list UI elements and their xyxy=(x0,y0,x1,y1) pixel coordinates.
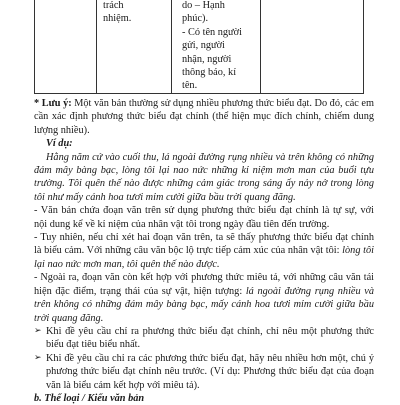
cell-line: nhận, người xyxy=(182,53,232,65)
bullet-item xyxy=(34,325,374,352)
note-text: Một văn bản thường sử dụng nhiều phương thức biểu đạt. Do đó, các em cần xác định phương thức biểu đạt chính (thể hiện mục đích chính, chiếm dung lượng nhiều). xyxy=(34,98,374,136)
bullet-text: Khi đề yêu cầu chỉ ra phương thức biểu đạt chính, chỉ nêu một phương thức biểu đạt tiêu biểu nhất. xyxy=(46,325,374,351)
cell-line: tên. xyxy=(182,80,198,92)
cell-line: - Có tên người xyxy=(182,26,242,38)
example-title: Ví dụ: xyxy=(46,138,73,150)
analysis-quote: lòng tôi lại nao nức mơn man, tôi quên thế nào được. xyxy=(34,245,374,270)
note-paragraph xyxy=(34,97,374,137)
cell-line: thông báo, kí xyxy=(182,67,237,79)
cell-line: do – Hạnh xyxy=(182,0,225,11)
cell-line: gửi, người xyxy=(182,40,225,52)
arrow-bullet-icon: ➢ xyxy=(34,325,42,336)
bullet-text: Khi đề yêu cầu chỉ ra các phương thức biểu đạt, hãy nêu nhiều hơn một, chú ý phương thức biểu đạt chính nêu trước. (Ví dụ: Phương thức biểu đạt của đoạn văn là biểu cảm kết hợp với miêu tả). xyxy=(46,352,374,391)
example-quote: Hằng năm cứ vào cuối thu, lá ngoài đường rụng nhiều và trên không có những đám mây bàng bạc, lòng tôi lại nao nức những kỉ niệm mơn man của buổi tựu trường. Tôi quên thế nào được những cảm giác trong sáng ấy nảy nở trong lòng tôi như mấy cánh hoa tươi mỉm cười giữa bầu trời quang đãng. xyxy=(34,151,374,203)
arrow-bullet-icon: ➢ xyxy=(34,352,42,363)
analysis-paragraph-2 xyxy=(34,231,374,271)
info-table xyxy=(34,0,364,93)
table-row xyxy=(35,0,364,93)
analysis-text: - Tuy nhiên, nếu chỉ xét hai đoạn văn trên, ta sẽ thấy phương thức biểu đạt chính là biểu cảm. Với những câu văn bộc lộ trực tiếp cảm xúc của nhân vật tôi: xyxy=(34,232,374,257)
bullet-item xyxy=(34,352,374,392)
table-cell xyxy=(261,0,364,93)
analysis-paragraph-1: - Văn bản chứa đoạn văn trên sử dụng phương thức biểu đạt chính là tự sự, với nội dung kể về kỉ niệm của nhân vật tôi trong ngày đầu tiên đến trường. xyxy=(34,205,374,230)
cell-line: nhiệm. xyxy=(103,13,132,25)
analysis-quote: lá ngoài đường rụng nhiều và trên không có những đám mây bàng bạc, mấy cánh hoa tươi mỉm cười giữa bầu trời quang đãng. xyxy=(34,285,374,324)
note-label: * Lưu ý: xyxy=(34,98,72,109)
cell-line: phúc). xyxy=(182,13,209,25)
table-cell xyxy=(97,0,172,93)
cell-line: trách xyxy=(103,0,124,11)
analysis-text: - Ngoài ra, đoạn văn còn kết hợp với phương thức miêu tả, với những câu văn tái hiện đặc điểm, trạng thái của sự vật, hiện tượng: xyxy=(34,272,374,297)
document-body xyxy=(34,97,374,404)
table-cell xyxy=(172,0,261,93)
analysis-paragraph-3 xyxy=(34,271,374,325)
table-cell xyxy=(35,0,97,93)
section-heading: b. Thể loại / Kiểu văn bản xyxy=(34,392,145,404)
